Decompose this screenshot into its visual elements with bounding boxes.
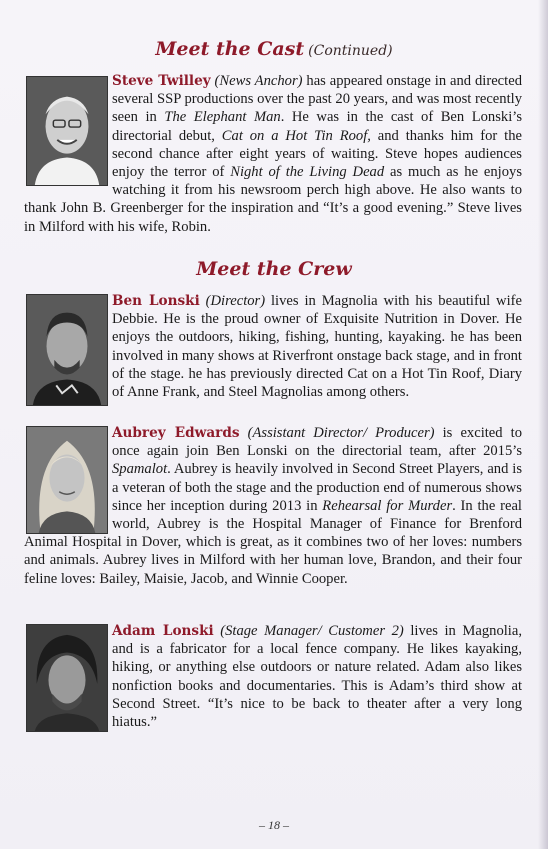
bio-text: has appeared onstage in and directed several SSP productions over the past 20 years, and was most recently seen in: [112, 73, 522, 126]
bio-italic: Night of the Living Dead: [230, 164, 385, 181]
bio-text: lives in Magnolia with his beautiful wife Debbie. He is the proud owner of Exquisite Nutrition in Dover. He enjoys the outdoors, hiking, fishing, hunting, kayaking. he has been involved in many shows at Riverfront onstage back stage, and in front of the stage. he has previously directed Cat on a Hot Tin Roof, Diary of Anne Frank, and Steel Magnolias among others.: [112, 293, 522, 401]
bio-name: Aubrey Edwards: [112, 425, 240, 441]
bio-role: (Director): [205, 293, 266, 309]
bio-name: Adam Lonski: [112, 623, 214, 639]
cast-heading-subtitle: (Continued): [308, 43, 393, 59]
bio-italic: Spamalot: [112, 461, 168, 478]
bio-role: (Assistant Director/ Producer): [247, 425, 435, 441]
bio-italic: Cat on a Hot Tin Roof,: [221, 127, 371, 144]
bio-text: lives in Magnolia, and is a fabricator for a local fence company. He likes kayaking, hiking, or anything else outdoors or nature related. Adam also likes nonfiction books and documentaries. This is Adam’s third show at Second Street. “It’s nice to be back to theater after a very long hiatus.”: [112, 623, 522, 731]
bio-name: Steve Twilley: [112, 73, 211, 89]
bio-text: . He was in the cast of Ben Lonski’s directorial debut,: [112, 109, 522, 144]
bio-italic: Rehearsal for Murder: [322, 497, 453, 514]
bio-italic: The Elephant Man: [164, 109, 281, 126]
bio-aubrey-edwards: [24, 424, 522, 588]
bio-text: and thanks him for the second chance after eight years of waiting. Steve hopes audiences enjoy the terror of: [112, 127, 522, 181]
crew-heading: [0, 258, 548, 280]
cast-heading: [0, 38, 548, 60]
bio-text: . In the real world, Aubrey is the Hospital Manager of Finance for Brenford Animal Hospital in Dover, which is great, as it combines two of her loves: numbers and animals. Aubrey lives in Milford with her human love, Brandon, and their four feline loves: Bailey, Maisie, Jacob, and Winnie Cooper.: [24, 497, 522, 587]
bio-text: is excited to once again join Ben Lonski on the directorial team, after 2015’s: [112, 425, 523, 460]
bio-role: (Stage Manager/ Customer 2): [220, 623, 404, 639]
bio-role: (News Anchor): [214, 73, 303, 89]
bio-name: Ben Lonski: [112, 293, 200, 309]
crew-heading-title: Meet the Crew: [196, 258, 352, 280]
bio-text: as much as he enjoys watching it from his newsroom perch high above. He also wants to thank John B. Greenberger for the inspiration and “It’s a good evening.” Steve lives in Milford with his wife, Robin.: [24, 164, 522, 235]
bio-steve-twilley: [24, 72, 522, 236]
page-number: – 18 –: [259, 818, 289, 832]
cast-heading-title: Meet the Cast: [155, 38, 305, 60]
bio-text: . Aubrey is heavily involved in Second Street Players, and is a veteran of both the stage and the production end of numerous shows since her inception during 2013 in: [112, 461, 522, 514]
page-edge-shadow: [538, 0, 548, 849]
bio-ben-lonski: [24, 292, 522, 402]
bio-adam-lonski: [24, 622, 522, 732]
